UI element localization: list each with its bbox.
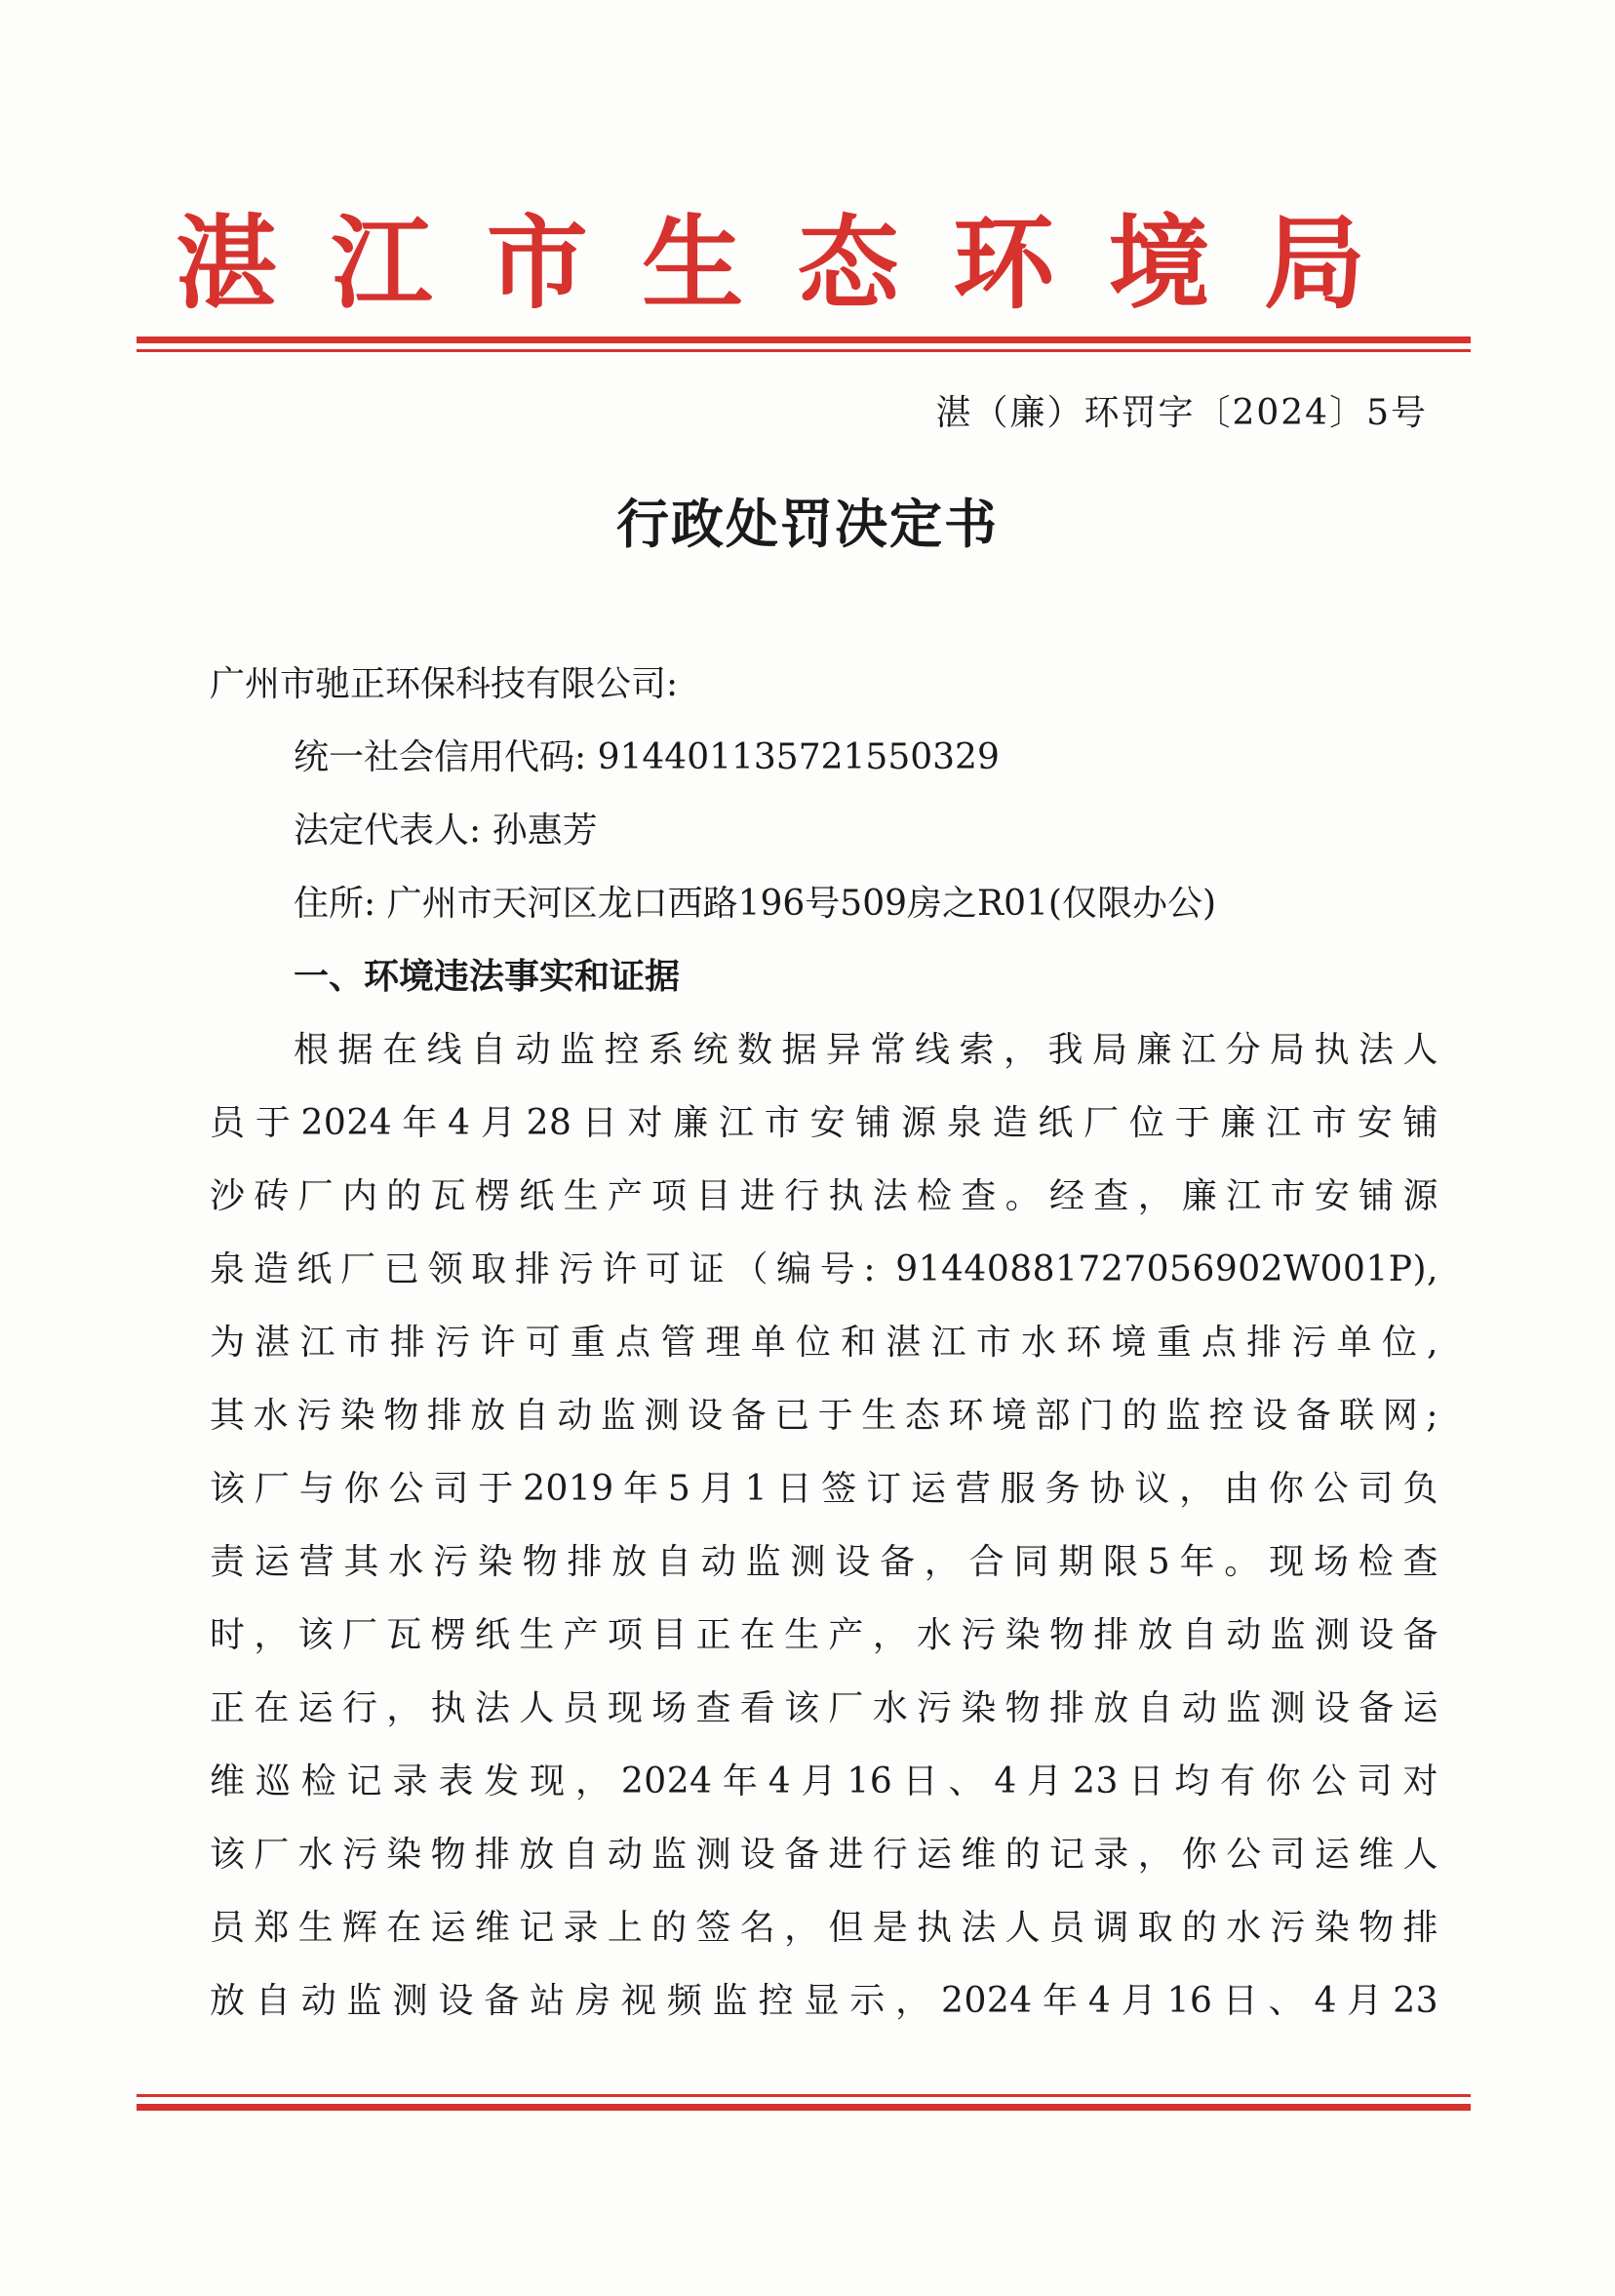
- paragraph-line: 员郑生辉在运维记录上的签名，但是执法人员调取的水污染物排: [210, 1908, 1438, 1948]
- paragraph-line: 正在运行，执法人员现场查看该厂水污染物排放自动监测设备运: [210, 1688, 1438, 1728]
- letterhead-char: 市: [486, 204, 588, 323]
- paragraph-line: 泉造纸厂已领取排污许可证（编号: 91440881727056902W001P),: [210, 1249, 1438, 1289]
- header-rule-thin: [137, 349, 1471, 352]
- letterhead-char: 环: [953, 204, 1055, 323]
- paragraph-line: 该厂与你公司于2019年5月1日签订运营服务协议，由你公司负: [210, 1469, 1438, 1509]
- field-credit-code: 统一社会信用代码: 914401135721550329: [294, 737, 1000, 777]
- letterhead-char: 境: [1108, 204, 1210, 323]
- paragraph-line: 放自动监测设备站房视频监控显示，2024年4月16日、4月23: [210, 1981, 1438, 2021]
- paragraph-line: 该厂水污染物排放自动监测设备进行运维的记录，你公司运维人: [210, 1835, 1438, 1875]
- paragraph-line: 责运营其水污染物排放自动监测设备，合同期限5年。现场检查: [210, 1542, 1438, 1582]
- field-address: 住所: 广州市天河区龙口西路196号509房之R01(仅限办公): [294, 884, 1217, 924]
- recipient-line: 广州市驰正环保科技有限公司:: [210, 664, 679, 704]
- letterhead-char: 态: [797, 204, 899, 323]
- letterhead-char: 江: [331, 204, 433, 323]
- document-body: [210, 648, 1438, 2038]
- letterhead-char: 生: [642, 204, 744, 323]
- footer-rule-thin: [137, 2094, 1471, 2097]
- field-legal-representative: 法定代表人: 孙惠芳: [294, 811, 598, 851]
- letterhead-char: 局: [1263, 204, 1365, 323]
- document-title: 行政处罚决定书: [616, 494, 999, 555]
- paragraph-line: 时，该厂瓦楞纸生产项目正在生产，水污染物排放自动监测设备: [210, 1615, 1438, 1655]
- letterhead-org-name: [137, 200, 1404, 327]
- section-heading: 一、环境违法事实和证据: [294, 957, 681, 997]
- paragraph-line: 沙砖厂内的瓦楞纸生产项目进行执法检查。经查，廉江市安铺源: [210, 1176, 1438, 1216]
- header-rule-thick: [137, 336, 1471, 343]
- paragraph-line: 为湛江市排污许可重点管理单位和湛江市水环境重点排污单位,: [210, 1323, 1438, 1363]
- footer-rule-thick: [137, 2104, 1471, 2111]
- paragraph-line: 根据在线自动监控系统数据异常线索，我局廉江分局执法人: [294, 1030, 1438, 1070]
- document-number: 湛（廉）环罚字〔2024〕5号: [935, 393, 1428, 433]
- paragraph-line: 其水污染物排放自动监测设备已于生态环境部门的监控设备联网;: [210, 1396, 1438, 1436]
- paragraph-line: 员于2024年4月28日对廉江市安铺源泉造纸厂位于廉江市安铺: [210, 1103, 1438, 1143]
- paragraph-line: 维巡检记录表发现，2024年4月16日、4月23日均有你公司对: [210, 1762, 1438, 1801]
- letterhead-char: 湛: [176, 204, 278, 323]
